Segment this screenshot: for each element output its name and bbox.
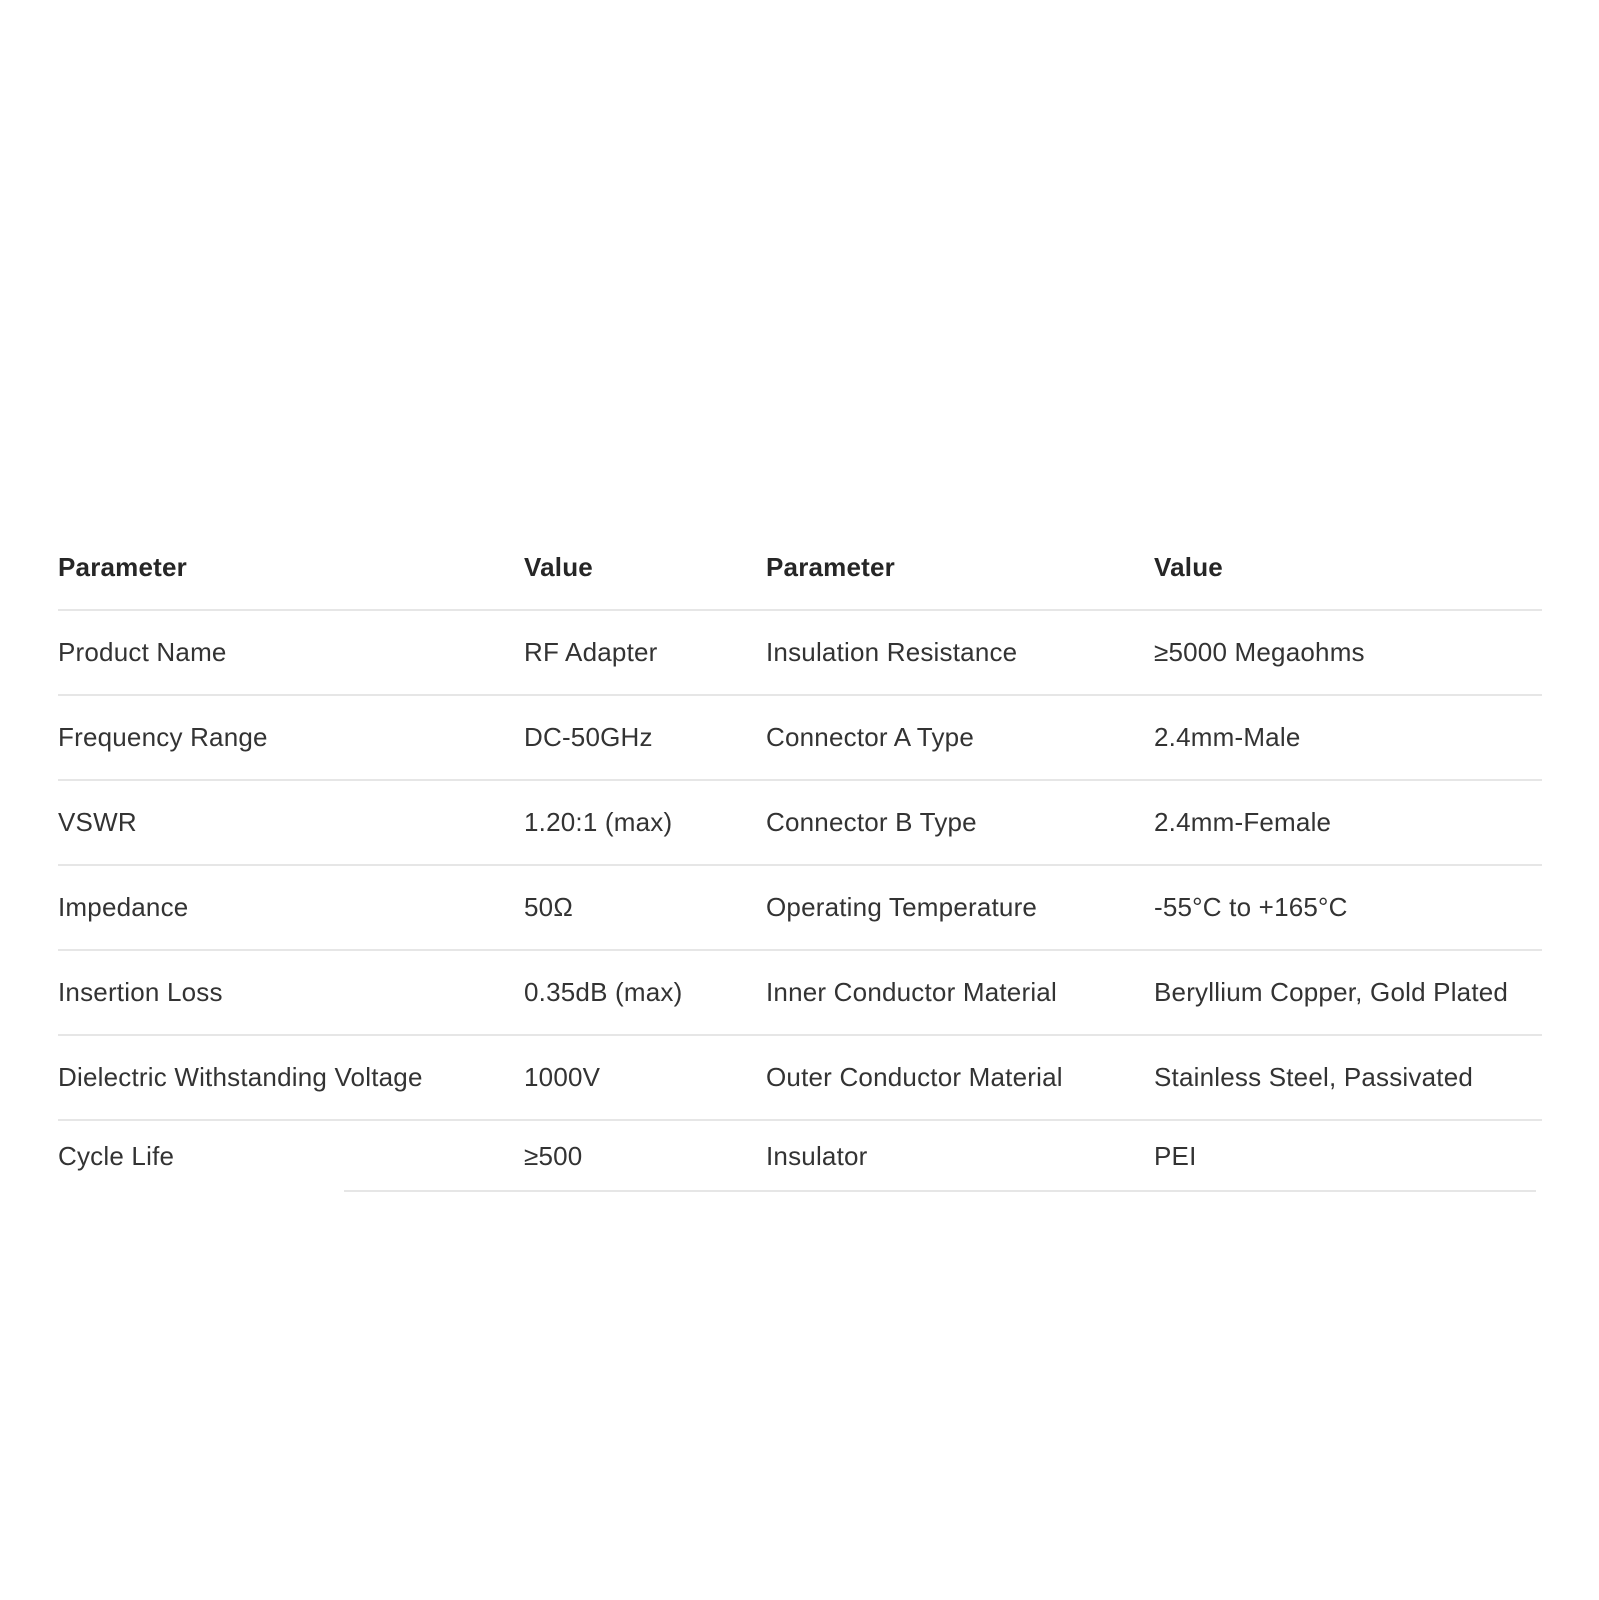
- value-cell: PEI: [1154, 1141, 1197, 1171]
- table-row: [58, 611, 1542, 696]
- table-row: [58, 696, 1542, 781]
- header-parameter-2: Parameter: [766, 551, 895, 582]
- parameter-cell: Insulation Resistance: [766, 637, 1018, 667]
- parameter-cell: Insertion Loss: [58, 977, 223, 1007]
- parameter-cell: VSWR: [58, 807, 137, 837]
- header-parameter-1: Parameter: [58, 551, 187, 582]
- value-cell: 2.4mm-Male: [1154, 722, 1301, 752]
- table-row: [58, 781, 1542, 866]
- value-cell: Beryllium Copper, Gold Plated: [1154, 977, 1509, 1007]
- header-value-1: Value: [524, 551, 593, 582]
- value-cell: 0.35dB (max): [524, 977, 683, 1007]
- value-cell: 50Ω: [524, 892, 573, 922]
- value-cell: ≥5000 Megaohms: [1154, 637, 1365, 667]
- parameter-cell: Outer Conductor Material: [766, 1062, 1063, 1092]
- parameter-cell: Frequency Range: [58, 722, 268, 752]
- table-row: [58, 1036, 1542, 1121]
- parameter-cell: Operating Temperature: [766, 892, 1038, 922]
- parameter-cell: Insulator: [766, 1141, 868, 1171]
- value-cell: ≥500: [524, 1141, 583, 1171]
- spec-table: [58, 525, 1542, 1192]
- value-cell: Stainless Steel, Passivated: [1154, 1062, 1474, 1092]
- value-cell: -55°C to +165°C: [1154, 892, 1348, 922]
- value-cell: 1.20:1 (max): [524, 807, 673, 837]
- table-row: [58, 951, 1542, 1036]
- table-header-row: [58, 525, 1542, 611]
- value-cell: DC-50GHz: [524, 722, 653, 752]
- parameter-cell: Connector B Type: [766, 807, 977, 837]
- parameter-cell: Impedance: [58, 892, 189, 922]
- parameter-cell: Connector A Type: [766, 722, 974, 752]
- value-cell: 2.4mm-Female: [1154, 807, 1332, 837]
- header-value-2: Value: [1154, 551, 1223, 582]
- table-row: [58, 1121, 1542, 1192]
- table-row: [58, 866, 1542, 951]
- value-cell: 1000V: [524, 1062, 601, 1092]
- value-cell: RF Adapter: [524, 637, 658, 667]
- parameter-cell: Cycle Life: [58, 1141, 175, 1171]
- parameter-cell: Dielectric Withstanding Voltage: [58, 1062, 423, 1092]
- parameter-cell: Product Name: [58, 637, 227, 667]
- parameter-cell: Inner Conductor Material: [766, 977, 1057, 1007]
